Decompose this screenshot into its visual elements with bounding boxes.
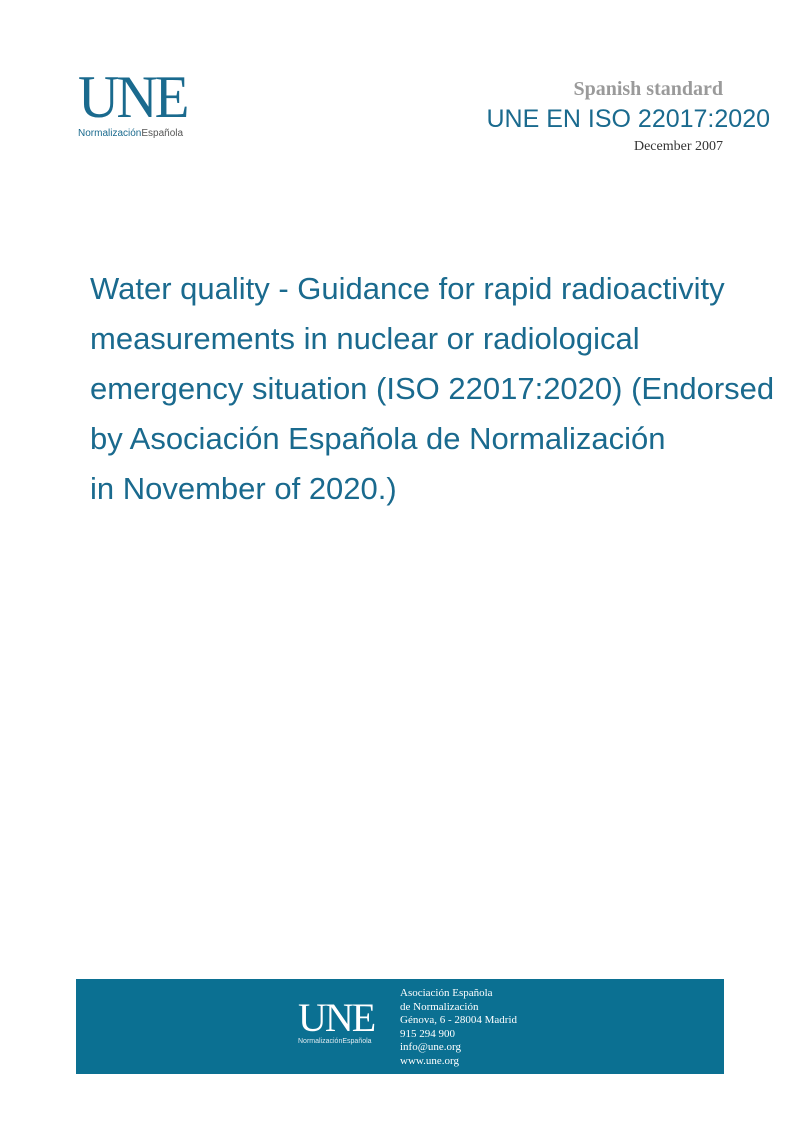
footer-logo-mark: UNE — [298, 995, 375, 1040]
email-address: info@une.org — [400, 1041, 461, 1054]
title-line: measurements in nuclear or radiological — [90, 321, 640, 356]
title-line: Water quality - Guidance for rapid radioactivity — [90, 271, 725, 306]
footer-logo-subtitle — [298, 1038, 374, 1045]
address-line: Asociación Española — [400, 987, 493, 999]
une-logo-mark: UNE — [78, 64, 187, 130]
footer-banner — [76, 979, 724, 1074]
title-line: emergency situation (ISO 22017:2020) (Endorsed — [90, 371, 775, 406]
footer-logo-sub-part1: Normalización — [298, 1038, 343, 1045]
logo-sub-part1: Normalización — [78, 128, 142, 139]
website-url: www.une.org — [400, 1054, 459, 1067]
footer-une-logo — [298, 995, 375, 1045]
title-line: by Asociación Española de Normalización — [90, 421, 666, 456]
standard-date: December 2007 — [633, 139, 723, 154]
address-line: Génova, 6 - 28004 Madrid — [400, 1014, 518, 1027]
document-title — [90, 264, 800, 514]
une-logo — [78, 64, 218, 139]
phone-number: 915 294 900 — [400, 1027, 455, 1040]
standard-header — [487, 78, 771, 155]
standard-type: Spanish standard — [573, 78, 723, 100]
footer-address — [400, 987, 517, 1069]
footer-logo-sub-part2: Española — [342, 1038, 372, 1045]
address-line: de Normalización — [400, 1000, 479, 1013]
logo-sub-part2: Española — [141, 128, 184, 139]
standard-code: UNE EN ISO 22017:2020 — [486, 105, 770, 133]
title-line: in November of 2020.) — [90, 471, 397, 506]
